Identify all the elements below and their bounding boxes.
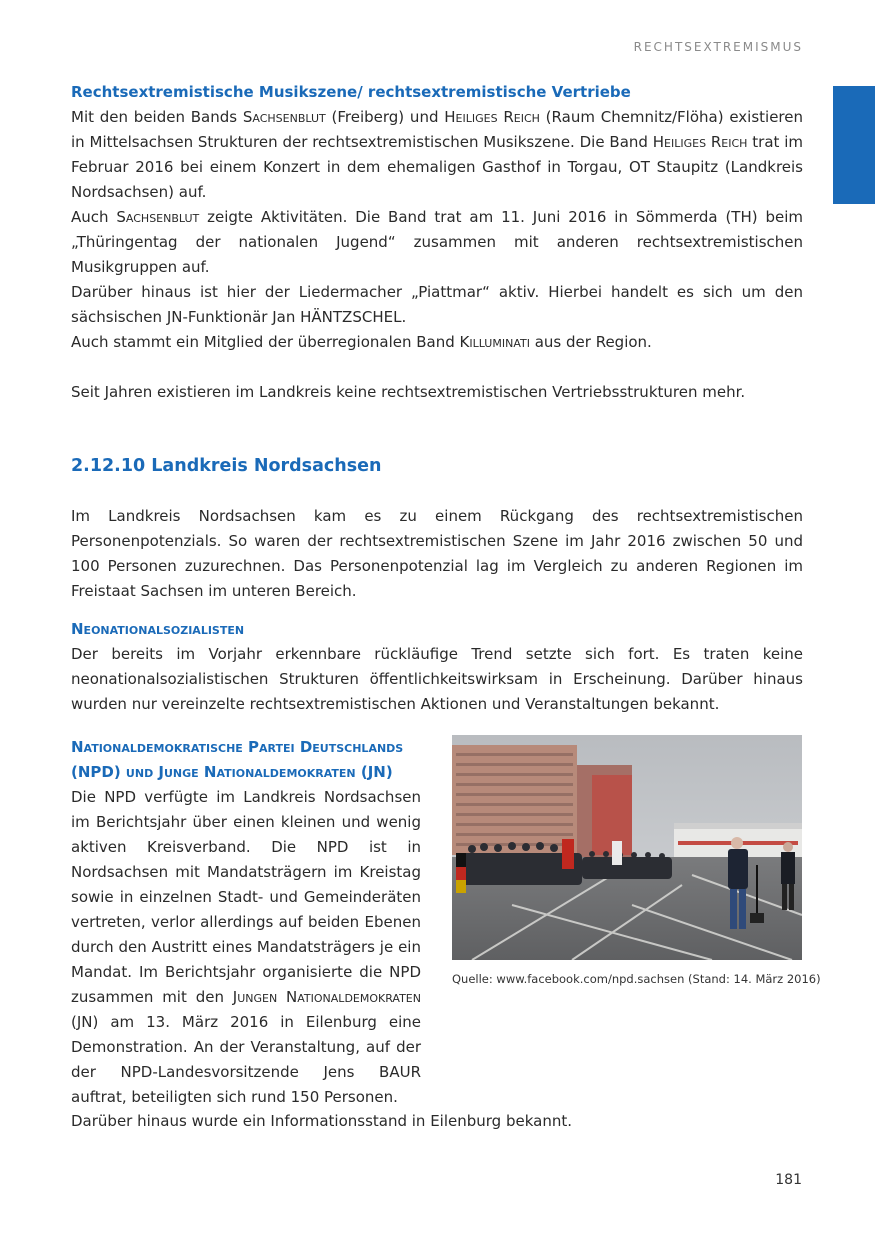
npd-heading-line-1: Nationaldemokratische Partei Deutschlands [71,738,404,756]
page-number: 181 [775,1172,802,1188]
distribution-paragraph: Seit Jahren existieren im Landkreis keine rechtsextremistischen Vertriebsstrukturen mehr. [71,383,746,401]
npd-text-column [71,735,421,1110]
music-scene-heading: Rechtsextremistische Musikszene/ rechtsextremistische Vertriebe [71,83,631,101]
npd-paragraph: Die NPD verfügte im Landkreis Nordsachsen im Berichtsjahr über einen kleinen und wenig aktiven Kreisverband. Die NPD ist in Nordsachsen mit Mandatsträgern im Kreistag sowie in einzelnen Stadt- und Gemeinderäten vertreten, verlor allerdings auf beiden Ebenen durch den Austritt eines Mandatsträgers je ein Mandat. Im Berichtsjahr organisierte die NPD zusammen mit den Jungen Nationaldemokraten (JN) am 13. März 2016 in Eilenburg eine Demonstration. An der Veranstaltung, auf der der NPD-Landesvorsitzende Jens BAUR auftrat, beteiligten sich rund 150 Personen. [71,788,421,1106]
npd-block [71,735,821,1106]
photo-caption: Quelle: www.facebook.com/npd.sachsen (Stand: 14. März 2016) [452,972,821,986]
npd-heading-line-2: (NPD) und Junge Nationaldemokraten (JN) [71,763,393,781]
neo-nazi-paragraph: Der bereits im Vorjahr erkennbare rückläufige Trend setzte sich fort. Es traten keine neonationalsozialistischen Strukturen öffentlichkeitswirksam in Erscheinung. Darüber hinaus wurden nur vereinzelte rechtsextremistischen Aktionen und Veranstaltungen bekannt. [71,645,803,713]
music-scene-paragraph-4: Auch stammt ein Mitglied der überregionalen Band Killuminati aus der Region. [71,333,652,351]
chapter-tab-marker [833,86,875,204]
music-scene-paragraph-2: Auch Sachsenblut zeigte Aktivitäten. Die Band trat am 11. Juni 2016 in Sömmerda (TH) beim „Thüringentag der nationalen Jugend“ zusammen mit anderen rechtsextremistischen Musikgruppen auf. [71,208,803,276]
section-title: 2.12.10 Landkreis Nordsachsen [71,456,382,476]
music-scene-paragraph-1: Mit den beiden Bands Sachsenblut (Freiberg) und Heiliges Reich (Raum Chemnitz/Flöha) existieren in Mittelsachsen Strukturen der rechtsextremistischen Musikszene. Die Band Heiliges Reich trat im Februar 2016 bei einem Konzert in dem ehemaligen Gasthof in Torgau, OT Staupitz (Landkreis Nordsachsen) auf. [71,108,804,201]
closing-paragraph: Darüber hinaus wurde ein Informationsstand in Eilenburg bekannt. [71,1112,572,1130]
running-head: RECHTSEXTREMISMUS [633,40,803,54]
page-content [71,80,821,1134]
demonstration-photo [452,735,802,960]
section-intro-paragraph: Im Landkreis Nordsachsen kam es zu einem Rückgang des rechtsextremistischen Personenpotenzials. So waren der rechtsextremistischen Szene im Jahr 2016 zwischen 50 und 100 Personen zuzurechnen. Das Personenpotenzial lag im Vergleich zu anderen Regionen im Freistaat Sachsen im unteren Bereich. [71,507,803,600]
neo-nazi-heading: Neonationalsozialisten [71,620,245,638]
music-scene-paragraph-3: Darüber hinaus ist hier der Liedermacher „Piattmar“ aktiv. Hierbei handelt es sich um den sächsischen JN-Funktionär Jan HÄNTZSCHEL. [71,283,803,326]
